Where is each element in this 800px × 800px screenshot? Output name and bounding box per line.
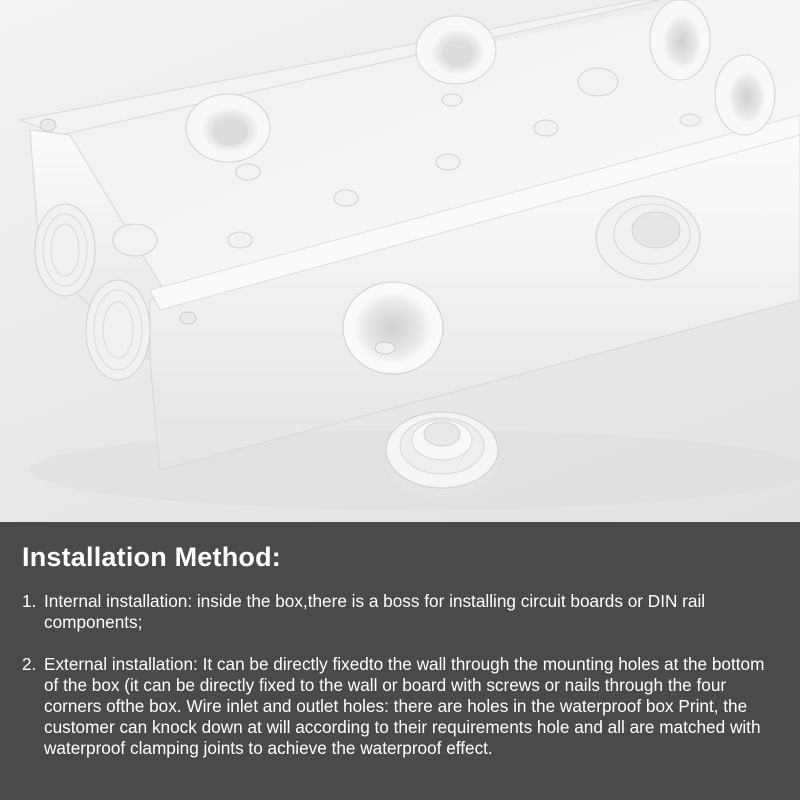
step-text: External installation: It can be directly fixedto the wall through the mounting holes at the bottom of the box (it can be directly fixed to the wall or board with screws or nails through the four corners ofthe box. Wire inlet and outlet holes: there are holes in the waterproof box Print, the customer can knock down at will according to their requirements hole and all are matched with waterproof clamping joints to achieve the waterproof effect. [44,654,765,758]
installation-heading: Installation Method: [22,542,281,572]
grommet-hole [715,55,775,135]
side-grommet [35,204,95,296]
step-text: Internal installation: inside the box,there is a boss for installing circuit boards or DIN rail components; [44,591,706,632]
list-item [22,654,776,759]
list-item [22,591,776,633]
installation-info-panel [0,522,800,800]
grommet-hole [416,16,496,84]
step-number: 2. [22,654,37,674]
loose-grommet-plug [386,412,498,498]
step-number: 1. [22,591,37,611]
installation-steps [22,591,776,759]
side-grommet [86,280,150,380]
grommet-hole [650,0,710,80]
front-open-hole [343,282,443,374]
front-grommet [596,196,700,280]
grommet-hole [186,94,270,162]
